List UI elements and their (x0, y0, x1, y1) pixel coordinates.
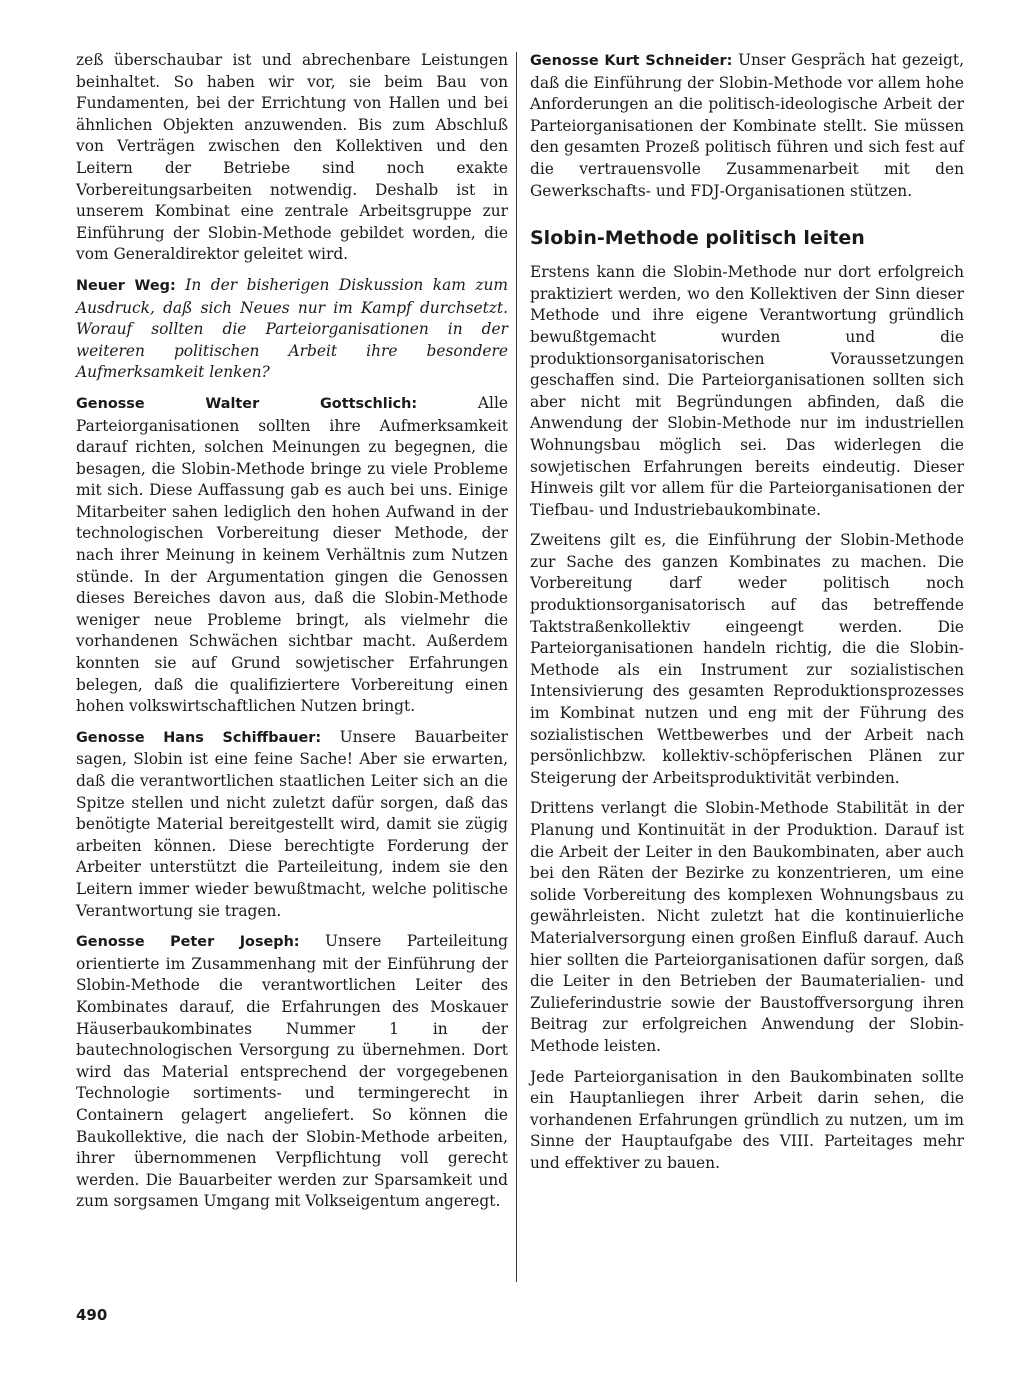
statement-paragraph (76, 727, 508, 922)
speaker-label: Genosse Peter Joseph: (76, 934, 300, 951)
statement-paragraph (76, 931, 508, 1213)
paragraph: Drittens verlangt die Slobin-Methode Stabilität in der Planung und Kontinuität in der Produktion. Darauf ist die Arbeit der Leiter in den Baukombinaten, aber auch bei den Räten der Bezirke zu konzentrieren, um eine solide Vorbereitung des komplexen Wohnungsbaus zu gewährleisten. Nicht zuletzt hat die kontinuierliche Materialversorgung einen großen Einfluß darauf. Auch hier sollten die Parteiorganisationen dafür sorgen, daß die Leiter in den Betrieben der Baumaterialien- und Zulieferindustrie sowie der Baustoffversorgung ihren Beitrag zur erfolgreichen Anwendung der Slobin-Methode leisten. (530, 799, 964, 1055)
statement-paragraph (530, 50, 964, 202)
paragraph: zeß überschaubar ist und abrechenbare Leistungen beinhaltet. So haben wir vor, sie beim Bau von Fundamenten, bei der Errichtung von Hallen und bei ähnlichen Objekten anzuwenden. Bis zum Abschluß von Verträgen zwischen den Kollektiven und den Leitern der Betriebe sind noch exakte Vorbereitungsarbeiten notwendig. Deshalb ist in unserem Kombinat eine zentrale Arbeitsgruppe zur Einführung der Slobin-Methode gebildet worden, die vom Generaldirektor geleitet wird. (76, 51, 508, 264)
speaker-label: Genosse Hans Schiffbauer: (76, 729, 322, 746)
statement-paragraph (76, 393, 508, 718)
statement-text: Unser Gespräch hat gezeigt, daß die Einführung der Slobin-Methode vor allem hohe Anforderungen an die politisch-ideologische Arbeit der Parteiorganisationen der Kombinate stellt. Sie müssen den gesamten Prozeß politisch führen und sich fest auf die vertrauensvolle Zusammenarbeit mit den Gewerkschafts- und FDJ-Organisationen stützen. (530, 51, 964, 200)
column-divider (516, 52, 517, 1282)
statement-text: Alle Parteiorganisationen sollten ihre Aufmerksamkeit darauf richten, solchen Meinungen zu begegnen, die besagen, die Slobin-Methode bringe zu viele Probleme mit sich. Diese Auffassung gab es auch bei uns. Einige Mitarbeiter sahen lediglich den hohen Aufwand in der technologischen Vorbereitung dieser Methode, der nach ihrer Meinung in keinem Verhältnis zum Nutzen stünde. In der Argumentation gingen die Genossen dieses Bereiches davon aus, daß die Slobin-Methode weniger neue Probleme bringt, als vielmehr die vorhandenen Schwächen sichtbar macht. Außerdem konnten sie auf Grund sowjetischer Erfahrungen belegen, daß die qualifiziertere Vorbereitung einen hohen volkswirtschaftlichen Nutzen bringt. (76, 393, 508, 716)
question-text: In der bisherigen Diskussion kam zum Ausdruck, daß sich Neues nur im Kampf durchsetzt. Worauf sollten die Parteiorganisationen in der weiteren politischen Arbeit ihre besondere Aufmerksamkeit lenken? (76, 275, 508, 382)
right-column (530, 50, 964, 1184)
statement-text: Unsere Parteileitung orientierte im Zusammenhang mit der Einführung der Slobin-Methode die verantwortlichen Leiter des Kombinates darauf, die Erfahrungen des Moskauer Häuserbaukombinates Nummer 1 in der bautechnologischen Versorgung zu übernehmen. Dort wird das Material entsprechend der vorgegebenen Technologie sortiments- und termingerecht in Containern gelagert angeliefert. So können die Baukollektive, die nach der Slobin-Methode arbeiten, ihrer übernommenen Verpflichtung voll gerecht werden. Die Bauarbeiter werden zur Sparsamkeit und zum sorgsamen Umgang mit Volkseigentum angeregt. (76, 932, 508, 1211)
paragraph: Zweitens gilt es, die Einführung der Slobin-Methode zur Sache des ganzen Kombinates zu machen. Die Vorbereitung darf weder politisch noch produktionsorganisatorisch auf das betreffende Taktstraßenkollektiv eingeengt werden. Die Parteiorganisationen handeln richtig, die die Slobin-Methode als ein Instrument zur sozialistischen Intensivierung des gesamten Reproduktionsprozesses im Kombinat nutzen und eng mit der Führung des sozialistischen Wettbewerbes und der Arbeit nach persönlichbzw. kollektiv-schöpferischen Plänen zur Steigerung der Arbeitsproduktivität verbinden. (530, 531, 964, 787)
speaker-label: Neuer Weg: (76, 277, 176, 294)
left-column (76, 50, 508, 1222)
question-paragraph (76, 275, 508, 384)
page-number: 490 (76, 1306, 108, 1324)
paragraph: Erstens kann die Slobin-Methode nur dort erfolgreich praktiziert werden, wo den Kollektiven der Sinn dieser Methode und ihre eigene Verantwortung gründlich bewußtgemacht wurden und die produktionsorganisatorischen Voraussetzungen geschaffen sind. Die Parteiorganisationen sollten sich aber nicht mit Begründungen abfinden, daß die Anwendung der Slobin-Methode nur im industriellen Wohnungsbau möglich sei. Das widerlegen die sowjetischen Erfahrungen bereits eindeutig. Dieser Hinweis gilt vor allem für die Parteiorganisationen der Tiefbau- und Industriebaukombinate. (530, 263, 964, 519)
section-heading: Slobin-Methode politisch leiten (530, 227, 865, 250)
statement-text: Unsere Bauarbeiter sagen, Slobin ist eine feine Sache! Aber sie erwarten, daß die verantwortlichen staatlichen Leiter sich an die Spitze stellen und nicht zuletzt dafür sorgen, daß das benötigte Material bereitgestellt wird, damit sie zügig arbeiten können. Diese berechtigte Forderung der Arbeiter unterstützt die Parteileitung, indem sie den Leitern immer wieder bewußtmacht, welche politische Verantwortung sie tragen. (76, 727, 508, 920)
speaker-label: Genosse Kurt Schneider: (530, 53, 733, 69)
paragraph: Jede Parteiorganisation in den Baukombinaten sollte ein Hauptanliegen ihrer Arbeit darin sehen, die vorhandenen Erfahrungen gründlich zu nutzen, um im Sinne der Hauptaufgabe des VIII. Parteitages mehr und effektiver zu bauen. (530, 1067, 964, 1172)
speaker-label: Genosse Walter Gottschlich: (76, 395, 418, 412)
